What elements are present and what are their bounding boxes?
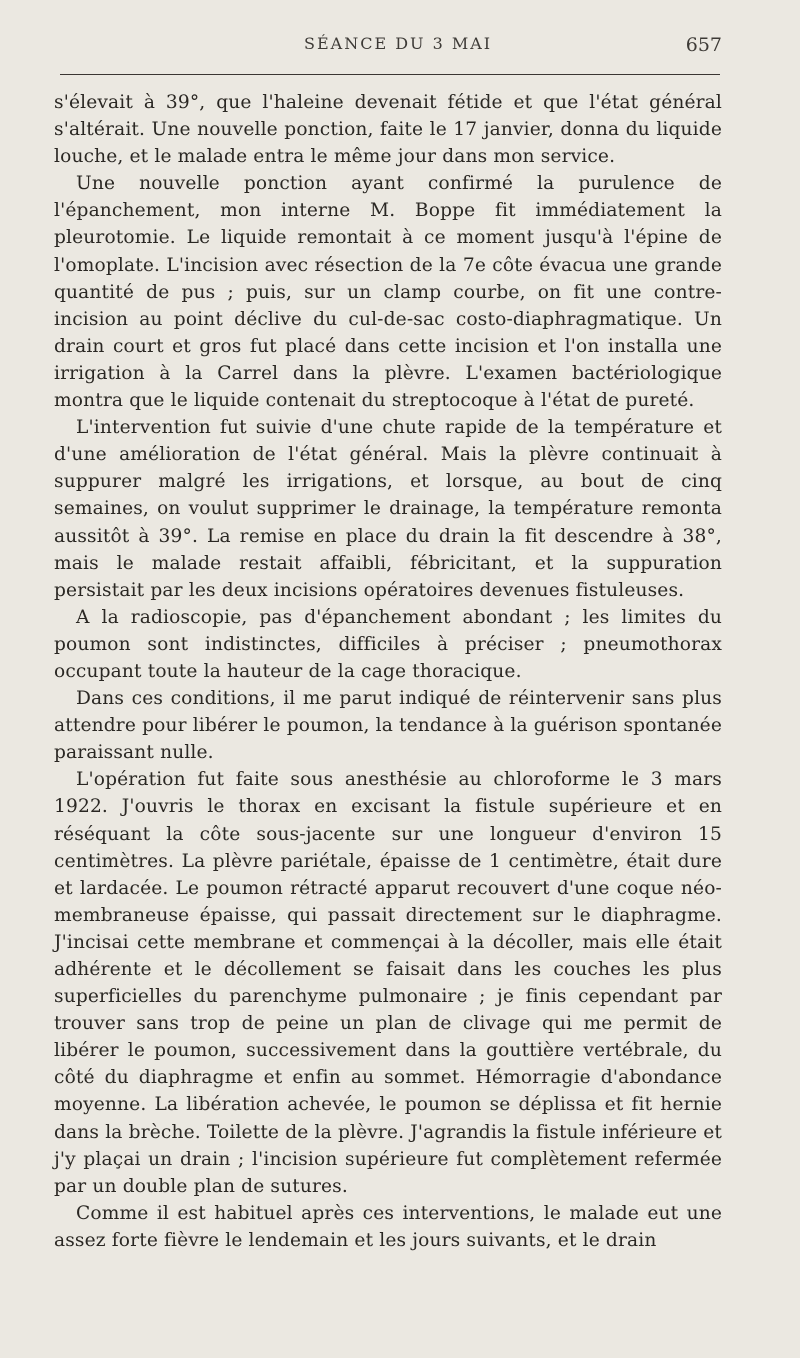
header-rule: [60, 74, 720, 75]
running-title: SÉANCE DU 3 MAI: [304, 34, 493, 53]
page-header: [56, 34, 722, 58]
paragraph: L'intervention fut suivie d'une chute rapide de la température et d'une amélioration de l'état général. Mais la plèvre continuait à suppurer malgré les irrigations, et lorsque, au bout de cinq semaines, on voulut supprimer le drainage, la température remonta aussitôt à 39°. La remise en place du drain la fit descendre à 38°, mais le malade restait affaibli, fébricitant, et la suppuration persistait par les deux incisions opératoires devenues fistuleuses.: [54, 417, 722, 601]
paragraph: s'élevait à 39°, que l'haleine devenait fétide et que l'état général s'altérait. Une nouvelle ponction, faite le 17 janvier, donna du liquide louche, et le malade entra le même jour dans mon service.: [54, 92, 722, 168]
paragraph: Une nouvelle ponction ayant confirmé la purulence de l'épanchement, mon interne M. Boppe fit immédiatement la pleurotomie. Le liquide remontait à ce moment jusqu'à l'épine de l'omoplate. L'incision avec résection de la 7e côte évacua une grande quantité de pus ; puis, sur un clamp courbe, on fit une contre-incision au point déclive du cul-de-sac costo-diaphragmatique. Un drain court et gros fut placé dans cette incision et l'on installa une irrigation à la Carrel dans la plèvre. L'examen bactériologique montra que le liquide contenait du streptocoque à l'état de pureté.: [54, 173, 722, 412]
body-text: [54, 89, 722, 1254]
page-number: 657: [685, 34, 722, 56]
paragraph: Comme il est habituel après ces interventions, le malade eut une assez forte fièvre le lendemain et les jours suivants, et le drain: [54, 1202, 722, 1251]
paragraph: A la radioscopie, pas d'épanchement abondant ; les limites du poumon sont indistinctes, difficiles à préciser ; pneumothorax occupant toute la hauteur de la cage thoracique.: [54, 606, 722, 682]
paragraph: L'opération fut faite sous anesthésie au chloroforme le 3 mars 1922. J'ouvris le thorax en excisant la fistule supérieure et en réséquant la côte sous-jacente sur une longueur d'environ 15 centimètres. La plèvre pariétale, épaisse de 1 centimètre, était dure et lardacée. Le poumon rétracté apparut recouvert d'une coque néo-membraneuse épaisse, qui passait directement sur le diaphragme. J'incisai cette membrane et commençai à la décoller, mais elle était adhérente et le décollement se faisait dans les couches les plus superficielles du parenchyme pulmonaire ; je finis cependant par trouver sans trop de peine un plan de clivage qui me permit de libérer le poumon, successivement dans la gouttière vertébrale, du côté du diaphragme et enfin au sommet. Hémorragie d'abondance moyenne. La libération achevée, le poumon se déplissa et fit hernie dans la brèche. Toilette de la plèvre. J'agrandis la fistule inférieure et j'y plaçai un drain ; l'incision supérieure fut complètement refermée par un double plan de sutures.: [54, 769, 722, 1197]
paragraph: Dans ces conditions, il me parut indiqué de réintervenir sans plus attendre pour libérer le poumon, la tendance à la guérison spontanée paraissant nulle.: [54, 688, 722, 764]
